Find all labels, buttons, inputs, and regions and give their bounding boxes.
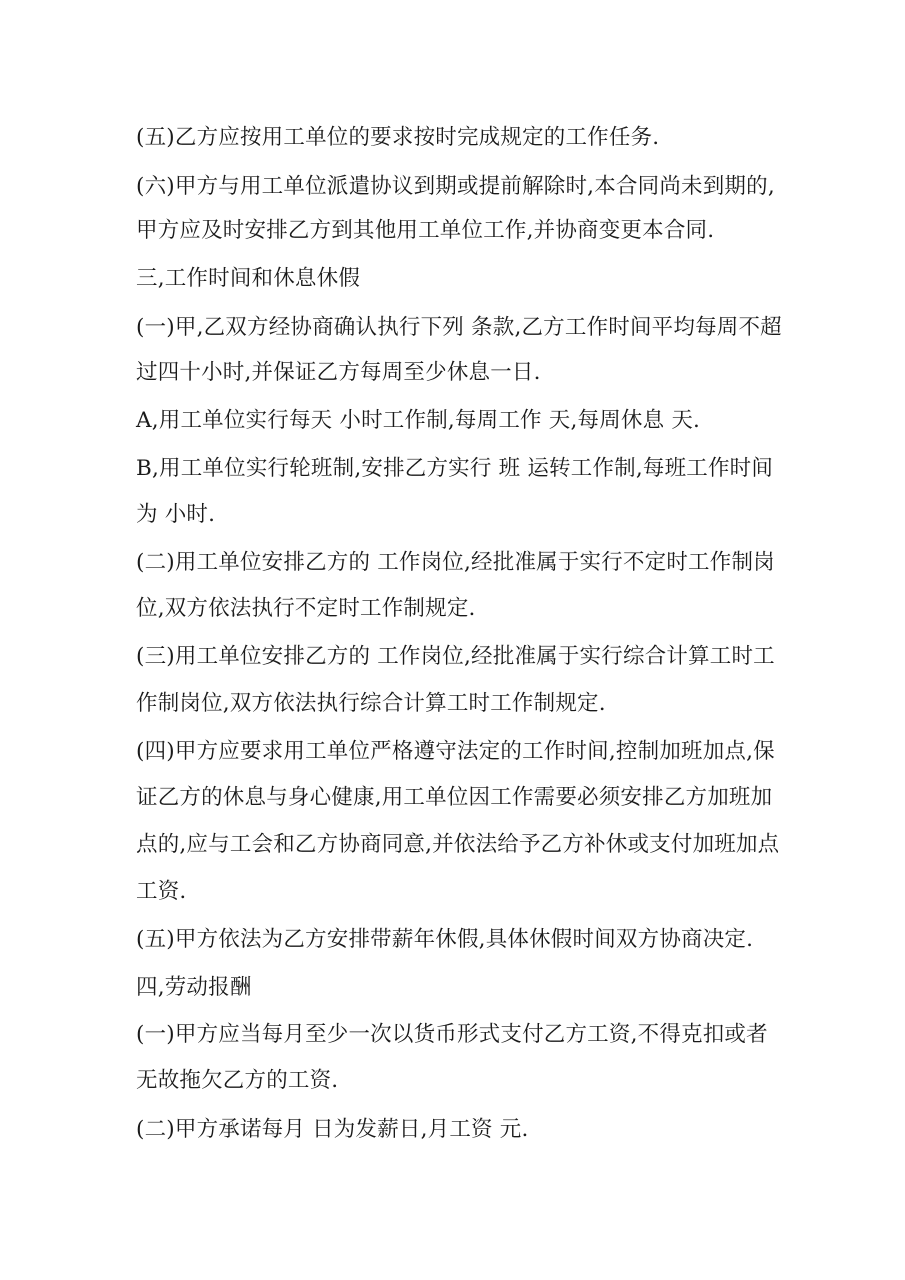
text-line: 甲方应及时安排乙方到其他用工单位工作,并协商变更本合同. bbox=[136, 218, 715, 243]
text-line: 工资. bbox=[136, 879, 187, 904]
text-line: (一)甲,乙双方经协商确认执行下列 条款,乙方工作时间平均每周不超 bbox=[136, 315, 782, 340]
text-line: (五)乙方应按用工单位的要求按时完成规定的工作任务. bbox=[136, 125, 660, 150]
section-heading: 三,工作时间和休息休假 bbox=[136, 266, 361, 291]
text-line: A,用工单位实行每天 小时工作制,每周工作 天,每周休息 天. bbox=[136, 408, 701, 433]
text-line: (四)甲方应要求用工单位严格遵守法定的工作时间,控制加班加点,保 bbox=[136, 739, 775, 764]
text-line: 位,双方依法执行不定时工作制规定. bbox=[136, 596, 476, 621]
text-line: 无故拖欠乙方的工资. bbox=[136, 1068, 339, 1093]
text-line: 过四十小时,并保证乙方每周至少休息一日. bbox=[136, 360, 541, 385]
text-line: (一)甲方应当每月至少一次以货币形式支付乙方工资,不得克扣或者 bbox=[136, 1022, 768, 1047]
text-line: 证乙方的休息与身心健康,用工单位因工作需要必须安排乙方加班加 bbox=[136, 785, 773, 810]
text-line: (三)用工单位安排乙方的 工作岗位,经批准属于实行综合计算工时工 bbox=[136, 644, 775, 669]
text-line: (二)甲方承诺每月 日为发薪日,月工资 元. bbox=[136, 1117, 529, 1142]
text-line: 作制岗位,双方依法执行综合计算工时工作制规定. bbox=[136, 691, 606, 716]
text-line: (五)甲方依法为乙方安排带薪年休假,具体休假时间双方协商决定. bbox=[136, 927, 754, 952]
text-line: (六)甲方与用工单位派遣协议到期或提前解除时,本合同尚未到期的, bbox=[136, 174, 775, 199]
text-line: (二)用工单位安排乙方的 工作岗位,经批准属于实行不定时工作制岗 bbox=[136, 550, 775, 575]
text-line: 点的,应与工会和乙方协商同意,并依法给予乙方补休或支付加班加点 bbox=[136, 832, 780, 857]
text-line: B,用工单位实行轮班制,安排乙方实行 班 运转工作制,每班工作时间 bbox=[136, 456, 774, 481]
section-heading: 四,劳动报酬 bbox=[136, 975, 252, 1000]
text-line: 为 小时. bbox=[136, 502, 216, 527]
